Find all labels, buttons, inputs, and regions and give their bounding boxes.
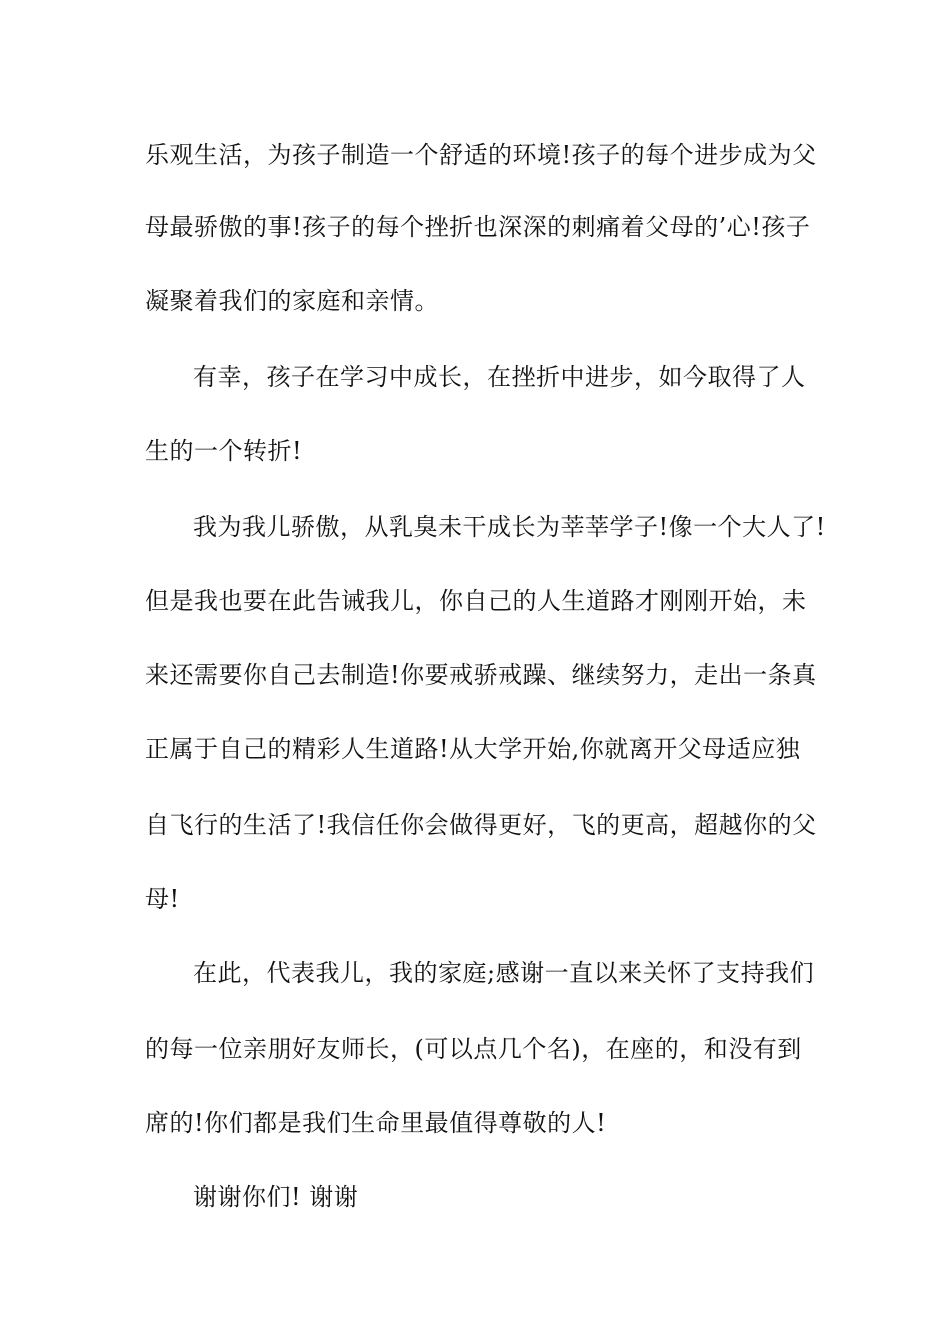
paragraph-line: 自飞行的生活了!我信任你会做得更好，飞的更高，超越你的父 — [145, 811, 817, 839]
paragraph-line: 乐观生活，为孩子制造一个舒适的环境!孩子的每个进步成为父 — [145, 141, 817, 169]
paragraph-line: 但是我也要在此告诫我儿，你自己的人生道路才刚刚开始，未 — [145, 587, 807, 615]
paragraph-line: 母最骄傲的事!孩子的每个挫折也深深的刺痛着父母的’心!孩子 — [145, 213, 811, 241]
paragraph-line: 的每一位亲朋好友师长，(可以点几个名)，在座的，和没有到 — [145, 1035, 802, 1063]
paragraph-line: 在此，代表我儿，我的家庭;感谢一直以来关怀了支持我们 — [193, 959, 815, 987]
paragraph-line: 我为我儿骄傲，从乳臭未干成长为莘莘学子!像一个大人了! — [193, 513, 826, 541]
paragraph-line: 生的一个转折! — [145, 437, 303, 465]
paragraph-line: 有幸，孩子在学习中成长，在挫折中进步，如今取得了人 — [193, 363, 806, 391]
paragraph-line: 凝聚着我们的家庭和亲情。 — [145, 287, 439, 315]
paragraph-line: 来还需要你自己去制造!你要戒骄戒躁、继续努力，走出一条真 — [145, 661, 817, 689]
closing-line: 谢谢你们! 谢谢 — [193, 1183, 359, 1211]
paragraph-line: 母! — [145, 885, 180, 913]
paragraph-line: 正属于自己的精彩人生道路!从大学开始,你就离开父母适应独 — [145, 735, 801, 763]
paragraph-line: 席的!你们都是我们生命里最值得尊敬的人! — [145, 1109, 607, 1137]
